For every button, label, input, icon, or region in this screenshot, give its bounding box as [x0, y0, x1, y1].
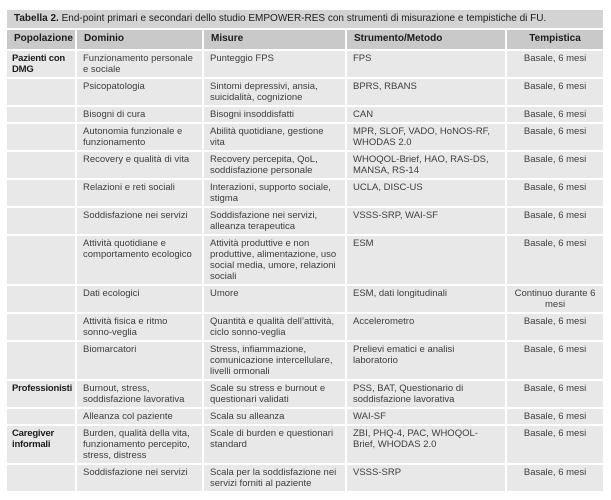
cell-dominio: Attività quotidiane e comportamento ecologico — [77, 236, 202, 284]
cell-dominio: Burden, qualità della vita, funzionamento percepito, stress, distress — [77, 426, 202, 463]
cell-popolazione — [7, 79, 75, 105]
column-header-misure: Misure — [204, 30, 345, 49]
cell-popolazione — [7, 314, 75, 340]
cell-popolazione — [7, 180, 75, 206]
cell-tempistica: Basale, 6 mesi — [507, 107, 603, 122]
table-row — [7, 208, 603, 234]
cell-dominio: Soddisfazione nei servizi — [77, 208, 202, 234]
cell-popolazione — [7, 107, 75, 122]
table-row — [7, 426, 603, 463]
cell-strumento: MPR, SLOF, VADO, HoNOS-RF, WHODAS 2.0 — [347, 124, 505, 150]
cell-tempistica: Basale, 6 mesi — [507, 152, 603, 178]
cell-strumento: CAN — [347, 107, 505, 122]
table-row — [7, 465, 603, 491]
cell-tempistica: Basale, 6 mesi — [507, 236, 603, 284]
cell-strumento: Accelerometro — [347, 314, 505, 340]
cell-dominio: Relazioni e reti sociali — [77, 180, 202, 206]
cell-misure: Scale di burden e questionari standard — [204, 426, 345, 463]
column-header-dominio: Dominio — [77, 30, 202, 49]
table-row — [7, 381, 603, 407]
cell-popolazione — [7, 409, 75, 424]
cell-popolazione — [7, 124, 75, 150]
table-row — [7, 286, 603, 312]
column-header-strumento-metodo: Strumento/Metodo — [347, 30, 505, 49]
cell-strumento: WHOQOL-Brief, HAO, RAS-DS, MANSA, RS-14 — [347, 152, 505, 178]
table-body — [7, 10, 603, 491]
cell-misure: Punteggio FPS — [204, 51, 345, 77]
cell-dominio: Attività fisica e ritmo sonno-veglia — [77, 314, 202, 340]
table-row — [7, 236, 603, 284]
cell-tempistica: Basale, 6 mesi — [507, 409, 603, 424]
title-row — [7, 10, 603, 28]
cell-misure: Recovery percepita, QoL, soddisfazione personale — [204, 152, 345, 178]
cell-misure: Attività produttive e non produttive, alimentazione, uso social media, umore, relazioni sociali — [204, 236, 345, 284]
cell-dominio: Burnout, stress, soddisfazione lavorativa — [77, 381, 202, 407]
cell-misure: Stress, infiammazione, comunicazione intercellulare, livelli ormonali — [204, 342, 345, 379]
cell-tempistica: Basale, 6 mesi — [507, 208, 603, 234]
column-header-tempistica: Tempistica — [507, 30, 603, 49]
cell-popolazione: Professionisti — [7, 381, 75, 407]
cell-strumento: UCLA, DISC-US — [347, 180, 505, 206]
column-header-popolazione: Popolazione — [7, 30, 75, 49]
header-row — [7, 30, 603, 49]
cell-misure: Soddisfazione nei servizi, alleanza terapeutica — [204, 208, 345, 234]
cell-tempistica: Basale, 6 mesi — [507, 342, 603, 379]
cell-misure: Umore — [204, 286, 345, 312]
cell-strumento: VSSS-SRP, WAI-SF — [347, 208, 505, 234]
cell-misure: Scala per la soddisfazione nei servizi forniti al paziente — [204, 465, 345, 491]
cell-dominio: Soddisfazione nei servizi — [77, 465, 202, 491]
cell-misure: Quantità e qualità dell’attività, ciclo sonno-veglia — [204, 314, 345, 340]
cell-tempistica: Basale, 6 mesi — [507, 314, 603, 340]
table-title — [7, 10, 603, 28]
cell-misure: Scala su alleanza — [204, 409, 345, 424]
cell-tempistica: Basale, 6 mesi — [507, 51, 603, 77]
cell-popolazione — [7, 208, 75, 234]
cell-dominio: Bisogni di cura — [77, 107, 202, 122]
cell-misure: Bisogni insoddisfatti — [204, 107, 345, 122]
cell-strumento: FPS — [347, 51, 505, 77]
cell-popolazione — [7, 152, 75, 178]
cell-popolazione — [7, 286, 75, 312]
cell-popolazione — [7, 465, 75, 491]
cell-misure: Abilità quotidiane, gestione vita — [204, 124, 345, 150]
cell-dominio: Biomarcatori — [77, 342, 202, 379]
table-row — [7, 107, 603, 122]
cell-strumento: VSSS-SRP — [347, 465, 505, 491]
cell-strumento: ESM — [347, 236, 505, 284]
table-row — [7, 51, 603, 77]
cell-tempistica: Basale, 6 mesi — [507, 465, 603, 491]
cell-tempistica: Basale, 6 mesi — [507, 124, 603, 150]
cell-dominio: Autonomia funzionale e funzionamento — [77, 124, 202, 150]
cell-popolazione — [7, 236, 75, 284]
cell-misure: Interazioni, supporto sociale, stigma — [204, 180, 345, 206]
cell-dominio: Psicopatologia — [77, 79, 202, 105]
cell-strumento: WAI-SF — [347, 409, 505, 424]
table-row — [7, 409, 603, 424]
table-title-label: Tabella 2. — [14, 13, 59, 24]
table-row — [7, 152, 603, 178]
cell-misure: Scale su stress e burnout e questionari validati — [204, 381, 345, 407]
cell-tempistica: Basale, 6 mesi — [507, 180, 603, 206]
table-row — [7, 79, 603, 105]
table-row — [7, 314, 603, 340]
cell-popolazione: Pazienti con DMG — [7, 51, 75, 77]
cell-misure: Sintomi depressivi, ansia, suicidalità, cognizione — [204, 79, 345, 105]
table-row — [7, 124, 603, 150]
table-row — [7, 180, 603, 206]
cell-tempistica: Basale, 6 mesi — [507, 79, 603, 105]
cell-strumento: Prelievi ematici e analisi laboratorio — [347, 342, 505, 379]
cell-strumento: ZBI, PHQ-4, PAC, WHOQOL-Brief, WHODAS 2.0 — [347, 426, 505, 463]
cell-dominio: Alleanza col paziente — [77, 409, 202, 424]
cell-tempistica: Continuo durante 6 mesi — [507, 286, 603, 312]
cell-strumento: PSS, BAT, Questionario di soddisfazione lavorativa — [347, 381, 505, 407]
cell-popolazione: Caregiver informali — [7, 426, 75, 463]
cell-strumento: BPRS, RBANS — [347, 79, 505, 105]
cell-dominio: Dati ecologici — [77, 286, 202, 312]
endpoint-table — [5, 8, 605, 493]
cell-tempistica: Basale, 6 mesi — [507, 381, 603, 407]
cell-tempistica: Basale, 6 mesi — [507, 426, 603, 463]
cell-popolazione — [7, 342, 75, 379]
cell-strumento: ESM, dati longitudinali — [347, 286, 505, 312]
cell-dominio: Funzionamento personale e sociale — [77, 51, 202, 77]
table-row — [7, 342, 603, 379]
table-title-text: End-point primari e secondari dello studio EMPOWER-RES con strumenti di misurazione e tempistiche di FU. — [58, 13, 547, 24]
cell-dominio: Recovery e qualità di vita — [77, 152, 202, 178]
